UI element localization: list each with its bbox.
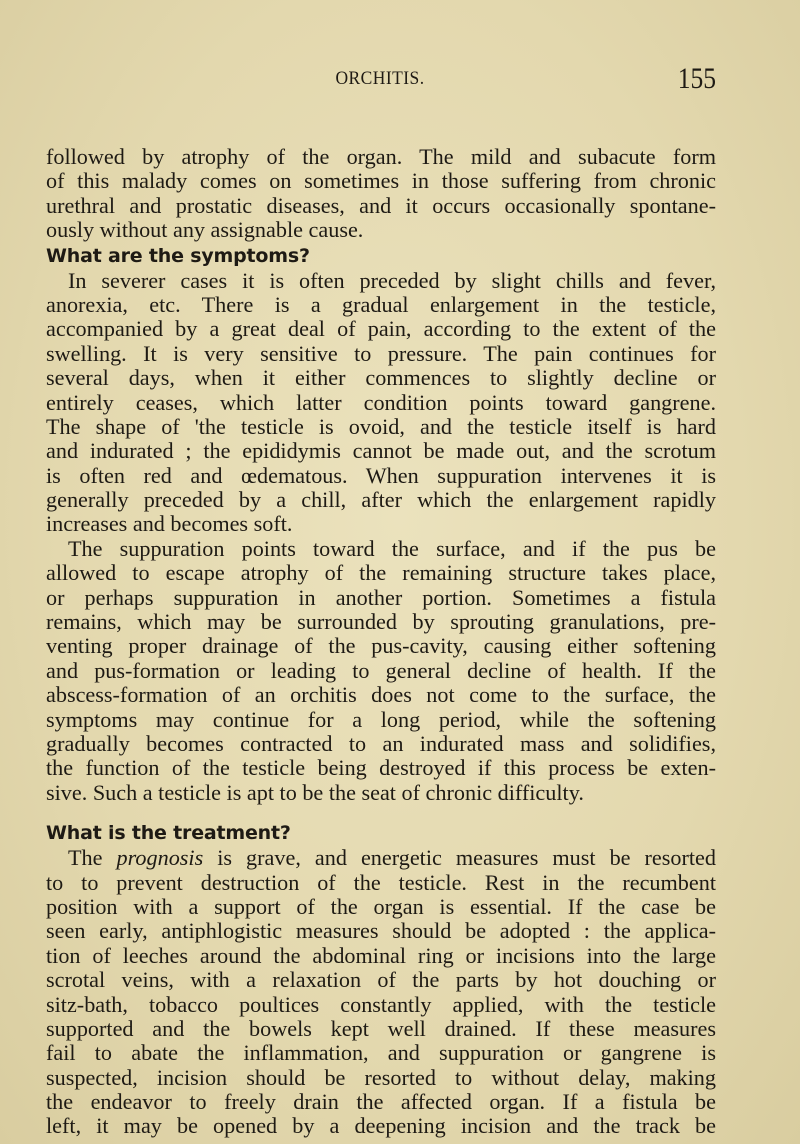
text-line: supported and the bowels kept well drained. If these measures [46, 1015, 716, 1041]
italic-term: prognosis [116, 845, 204, 871]
text-line: the function of the testicle being destroyed if this process be exten- [46, 755, 716, 781]
text-line: increases and becomes soft. [46, 511, 293, 537]
text-line: sive. Such a testicle is apt to be the seat of chronic difficulty. [46, 779, 584, 805]
text-line: sitz-bath, tobacco poultices constantly applied, with the testicle [46, 991, 716, 1017]
paragraph-symptoms [46, 269, 716, 537]
text-line: remains, which may be surrounded by sprouting granulations, pre- [46, 609, 716, 635]
text-line: the endeavor to freely drain the affected organ. If a fistula be [46, 1089, 716, 1115]
text-line: accompanied by a great deal of pain, according to the extent of the [46, 316, 716, 342]
paragraph-suppuration [46, 537, 716, 805]
paragraph-continuation [46, 145, 716, 243]
text-line: of this malady comes on sometimes in those suffering from chronic [46, 168, 716, 194]
text-line: The suppuration points toward the surface, and if the pus be [68, 535, 716, 561]
text-line: left, it may be opened by a deepening incision and the track be [46, 1113, 716, 1139]
text-line: The shape of 'the testicle is ovoid, and the testicle itself is hard [46, 413, 716, 439]
text-line: swelling. It is very sensitive to pressure. The pain continues for [46, 340, 716, 366]
text-line: urethral and prostatic diseases, and it occurs occasionally spontane- [46, 192, 716, 218]
text-line: and pus-formation or leading to general decline of health. If the [46, 657, 716, 683]
text-line: suspected, incision should be resorted to without delay, making [46, 1064, 716, 1090]
text-line: symptoms may continue for a long period, while the softening [46, 706, 716, 732]
text-line: and indurated ; the epididymis cannot be made out, and the scrotum [46, 438, 716, 464]
text-line: followed by atrophy of the organ. The mild and subacute form [46, 144, 716, 169]
text-line: In severer cases it is often preceded by slight chills and fever, [68, 267, 716, 293]
text-line: several days, when it either commences to slightly decline or [46, 365, 716, 391]
text-line: abscess-formation of an orchitis does not come to the surface, the [46, 682, 716, 708]
text-line: seen early, antiphlogistic measures should be adopted : the applica- [46, 918, 716, 944]
section-heading-symptoms: What are the symptoms? [46, 244, 310, 267]
text-line: venting proper drainage of the pus-cavity, causing either softening [46, 633, 716, 659]
text-line: position with a support of the organ is essential. If the case be [46, 893, 716, 919]
section-heading-treatment: What is the treatment? [46, 822, 291, 845]
text-line [46, 846, 716, 870]
text-line: gradually becomes contracted to an indurated mass and solidifies, [46, 730, 716, 756]
text-line: allowed to escape atrophy of the remaining structure takes place, [46, 560, 716, 586]
body-text [46, 145, 716, 1139]
running-title: ORCHITIS. [335, 68, 425, 89]
text-line: to to prevent destruction of the testicle. Rest in the recumbent [46, 869, 716, 895]
text-line: entirely ceases, which latter condition points toward gangrene. [46, 389, 716, 415]
text-line: is often red and œdematous. When suppuration intervenes it is [46, 462, 716, 488]
page-number: 155 [677, 62, 716, 95]
running-header [46, 62, 716, 108]
text-line: fail to abate the inflammation, and suppuration or gangrene is [46, 1040, 716, 1066]
text-line: ously without any assignable cause. [46, 217, 364, 243]
text-run: is grave, and energetic measures must be resorted [203, 845, 716, 871]
paragraph-treatment [46, 846, 716, 1139]
text-line: or perhaps suppuration in another portion. Sometimes a fistula [46, 584, 716, 610]
text-line: generally preceded by a chill, after which the enlargement rapidly [46, 487, 716, 513]
text-line: anorexia, etc. There is a gradual enlargement in the testicle, [46, 291, 716, 317]
text-line: scrotal veins, with a relaxation of the parts by hot douching or [46, 967, 716, 993]
text-line: tion of leeches around the abdominal ring or incisions into the large [46, 942, 716, 968]
text-run: The [68, 845, 117, 871]
